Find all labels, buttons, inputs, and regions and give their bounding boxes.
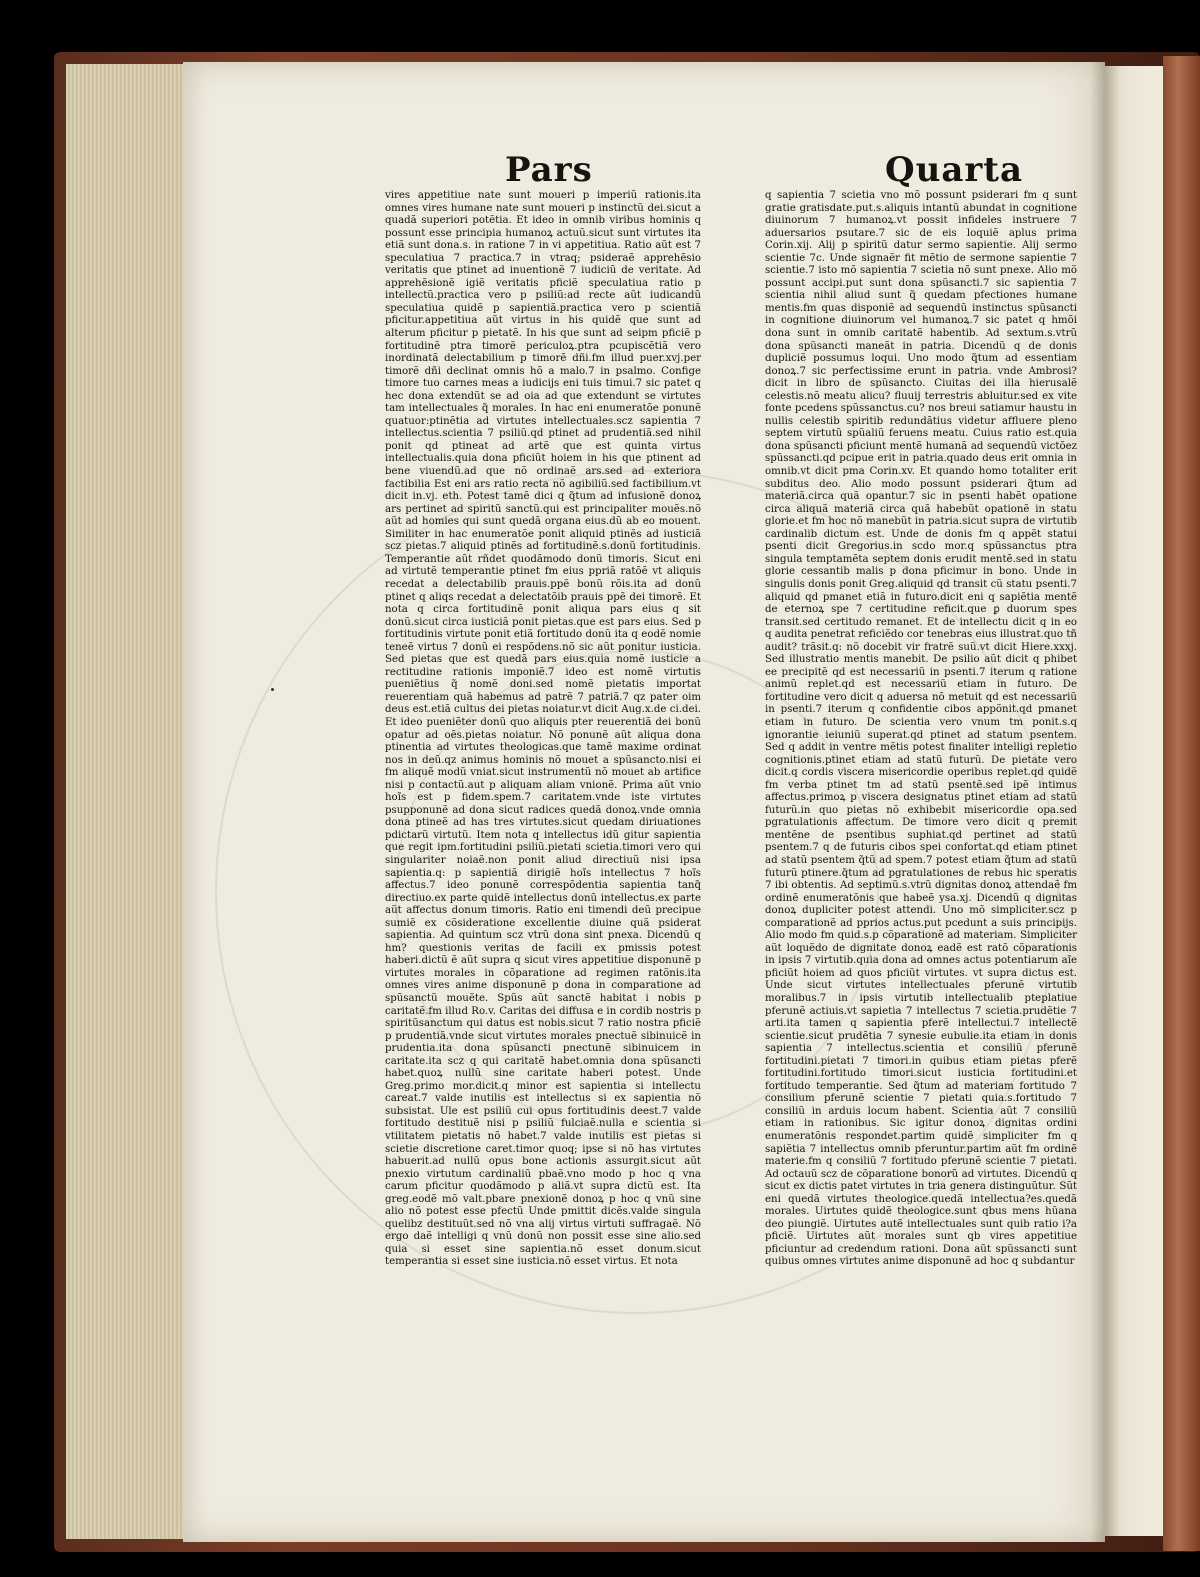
column-left-text: vires appetitiue nate sunt moueri p imperiũ rationis.ita omnes vires humane nate sunt moueri p instinctũ dei.sicut a quadã superiori potẽtia. Et ideo in omnib viribus hominis q possunt esse principia humanoꝝ actuũ.sicut sunt virtutes ita etiã sunt dona.s. in ratione 7 in vi appetitiua. Ratio aũt est 7 speculatiua 7 practica.7 in vtraq; psideraẽ apprehẽsio veritatis que ptinet ad inuentionẽ 7 iudiciũ de veritate. Ad apprehẽsionẽ igiẽ veritatis pficiẽ speculatiua ratio p intellectũ.practica vero p psiliũ:ad recte aũt iudicandũ speculatiua quidẽ p sapientiã.practica vero p scientiã pficitur.appetitiua aũt virtus in his quidẽ que sunt ad alterum pficitur p pietatẽ. In his que sunt ad seipm pficiẽ p fortitudinẽ ptra timorẽ periculoꝝ.ptra pcupiscẽtiã vero inordinatã delectabilium p timorẽ dñi.fm illud puer.xvj.per timorẽ dñi declinat omnis hõ a malo.7 in psalmo. Confige timore tuo carnes meas a iudicijs eni tuis timui.7 sic patet q hec dona extendũt se ad oia ad que extendunt se virtutes tam intellectuales q̃ morales. In hac eni enumeratõe ponunẽ quatuor:ptinẽtia ad virtutes intellectuales.scz sapientia 7 intellectus.scientia 7 psiliũ.qd ptinet ad prudentiã.sed nihil ponit qd ptineat ad artẽ que est quinta virtus intellectualis.quia dona pficiũt hoiem in his que ptinent ad bene viuendũ.ad que nõ ordinaẽ ars.sed ad exteriora factibilia Est eni ars ratio recta nõ agibiliũ.sed factibilium.vt dicit in.vj. eth. Potest tamẽ dici q q̃tum ad infusionẽ donoꝝ ars pertinet ad spiritũ sanctũ.qui est principaliter mouẽs.nõ aũt ad homies qui sunt quedã organa eius.dũ ab eo mouent. Similiter in hac enumeratõe ponit aliquid ptinẽs ad iusticiã scz pietas.7 aliquid ptinẽs ad fortitudinẽ.s.donũ fortitudinis. Temperantie aũt rñdet quodãmodo donũ timoris. Sicut eni ad virtutẽ temperantie ptinet fm eius ppriã ratõẽ vt aliquis recedat a delectabilib prauis.ppẽ bonũ rõis.ita ad donũ ptinet q aliqs recedat a delectatõib prauis ppẽ dei timorẽ. Et nota q circa fortitudinẽ ponit aliqua pars eius q sit donũ.sicut circa iusticiã ponit pietas.que est pars eius. Sed p fortitudinis virtute ponit etiã fortitudo donũ ita q eodẽ nomie teneẽ virtus 7 donũ ei respõdens.nõ sic aũt ponitur iusticia. Sed pietas que est quedã pars eius.quia nomẽ iusticie a rectitudine rationis imponiẽ.7 ideo est nomẽ virtutis pueniẽtius q̃ nomẽ doni.sed nomẽ pietatis importat reuerentiam quã habemus ad patrẽ 7 patriã.7 qz pater oim deus est.etiã cultus dei pietas noiatur.vt dicit Aug.x.de ci.dei. Et ideo pueniẽter donũ quo aliquis pter reuerentiã dei bonũ opatur ad oẽs.pietas noiatur. Nõ ponunẽ aũt aliqua dona ptinentia ad virtutes theologicas.que tamẽ maxime ordinat nos in deũ.qz animus hominis nõ mouet a spũsancto.nisi ei fm aliquẽ modũ vniat.sicut instrumentũ nõ mouet ab artifice nisi p contactũ.aut p aliquam aliam vnionẽ. Prima aũt vnio hoĩs est p fidem.spem.7 caritatem.vnde iste virtutes psupponunẽ ad dona sicut radices quedã donoꝝ.vnde omnia dona ptineẽ ad has tres virtutes.sicut quedam diriuationes pdictarũ virtutũ. Item nota q intellectus idũ gitur sapientia que regit ipm.fortitudini psiliũ.pietati scietia.timori vero qui singulariter noiaẽ.non ponit aliud directiuũ nisi ipsa sapientia.q: p sapientiã dirigiẽ hoĩs intellectus 7 hoĩs affectus.7 ideo ponunẽ correspõdentia sapientia tanq̃ directiuo.ex parte quidẽ intellectus donũ intellectus.ex parte aũt affectus donum timoris. Ratio eni timendi deũ precipue sumiẽ ex cõsideratione excellentie diuine quã psiderat sapientia. Ad quintum scz vtrũ dona sint pnexa. Dicendũ q hm? questionis veritas de facili ex pmissis potest haberi.dictũ ẽ aũt supra q sicut vires appetitiue disponunẽ p virtutes morales in cõparatione ad regimen ratõnis.ita omnes vires anime disponunẽ p dona in comparatione ad spũsanctũ mouẽte. Spũs aũt sanctẽ habitat i nobis p caritatẽ.fm illud Ro.v. Caritas dei diffusa e in cordib nostris p spiritũsanctum qui datus est nobis.sicut 7 ratio nostra pficiẽ p prudentiã.vnde sicut virtutes morales pnectuẽ sibinuicẽ in prudentia.ita dona spũsancti pnectunẽ sibinuicem in caritate.ita scz q qui caritatẽ habet.omnia dona spũsancti habet.quoꝝ nullũ sine caritate haberi potest. Unde Greg.primo mor.dicit.q minor est sapientia si intellectu careat.7 valde inutilis est intellectus si ex sapientia nõ subsistat. Ule est psiliũ cui opus fortitudinis deest.7 valde fortitudo destituẽ nisi p psiliũ fulciaẽ.nulla e scientia si vtilitatem pietatis nõ habet.7 valde inutilis est pietas si scietie discretione caret.timor quoq; ipse si nõ has virtutes habuerit.ad nullũ opus bone actionis assurgit.sicut aũt pnexio virtutum cardinaliũ pbaẽ.vno modo p hoc q vna carum pficitur quodãmodo p aliã.vt supra dictũ est. Ita greg.eodẽ mõ valt.pbare pnexionẽ donoꝝ p hoc q vnũ sine alio nõ potest esse pfectũ Unde pmittit dicẽs.valde singula quelibz destituũt.sed nõ vna alij virtus virtuti suffragaẽ. Nõ ergo daẽ intelligi q vnũ donũ non possit esse sine alio.sed quia si esset sine sapientia.nõ esset donum.sicut temperantia si esset sine iusticia.nõ esset virtus. Et nota xyxy=(385,190,701,1268)
running-head-right: Quarta xyxy=(885,150,1024,190)
running-head-left: Pars xyxy=(505,150,593,190)
page-block-edges xyxy=(66,64,196,1539)
column-right-text: q sapientia 7 scietia vno mõ possunt psiderari fm q sunt gratie gratisdate.put.s.aliquis intantũ abundat in cognitione diuinorum 7 humanoꝝ.vt possit infideles instruere 7 aduersarios psutare.7 sic de eis loquiẽ aplus prima Corin.xij. Alij p spiritũ datur sermo sapientie. Alij sermo scientie 7c. Unde signaẽr fit mẽtio de sermone sapientie 7 scientie.7 isto mõ sapientia 7 scietia nõ sunt pnexe. Alio mõ possunt accipi.put sunt dona spũsancti.7 sic sapientia 7 scientia nihil aliud sunt q̃ quedam pfectiones humane mentis.fm quas disponiẽ ad sequendũ instinctus spũsancti in cognitione diuinorum vel humanoꝝ.7 sic patet q hmõi dona sunt in omnib caritatẽ habentib. Ad sextum.s.vtrũ dona spũsancti maneãt in patria. Dicendũ q de donis dupliciẽ possumus loqui. Uno modo q̃tum ad essentiam donoꝝ.7 sic perfectissime erunt in patria. vnde Ambrosi? dicit in libro de spũsancto. Ciuitas dei illa hierusalẽ celestis.nõ meatu alicu? fluuij terrestris abluitur.sed ex vite fonte pcedens spũssanctus.cu? nos breui satiamur haustu in nullis celestib spiritib redundãtius videtur affluere pleno septem virtutũ spũaliũ feruens meatu. Cuius ratio est.quia dona spũsancti pficiunt mentẽ humanã ad sequendũ victõez spũssancti.qd pcipue erit in patria.quado deus erit omnia in omnib.vt dicit pma Corin.xv. Et quando homo totaliter erit subditus deo. Alio modo possunt psiderari q̃tum ad materiã.circa quã opantur.7 sic in psenti habẽt opatione circa aliquã materiã circa quã habebũt opationẽ in statu glorie.et fm hoc nõ manebũt in patria.sicut supra de virtutib cardinalib dictum est. Unde de donis fm q appẽt statui psenti dicit Gregorius.in scdo mor.q spũssanctus ptra singula temptamẽta septem donis erudit mentẽ.sed in statu glorie cessantib malis p dona pficimur in bono. Unde in singulis donis ponit Greg.aliquid qd transit cũ statu psenti.7 aliquid qd pmanet etiã in futuro.dicit eni q sapiẽtia mentẽ de eternoꝝ spe 7 certitudine reficit.que ꝑ duorum spes transit.sed certitudo remanet. Et de intellectu dicit q in eo q audita penetrat reficiẽdo cor tenebras eius illustrat.quo tñ audit? trãsit.q: nõ docebit vir fratrẽ suũ.vt dicit Hiere.xxxj. Sed illustratio mentis manebit. De psilio aũt dicit q phibet ee precipitẽ qd est necessariũ in psenti.7 iterum q ratione animũ replet.qd est necessariũ etiam in futuro. De fortitudine vero dicit q aduersa nõ metuit qd est necessariũ in psenti.7 iterum q confidentie cibos appõnit.qd pmanet etiam in futuro. De scientia vero vnum tm ponit.s.q ignorantie ieiuniũ superat.qd ptinet ad statum psentem. Sed q addit in ventre mẽtis potest finaliter intelligi repletio cognitionis.ptinet etiam ad statũ futurũ. De pietate vero dicit.q cordis viscera misericordie operibus replet.qd quidẽ fm verba ptinet tm ad statũ psentẽ.sed ipẽ intimus affectus.primoꝝ p viscera designatus ptinet etiam ad statũ futurũ.in quo pietas nõ exhibebit misericordie opa.sed pgratulationis affectum. De timore vero dicit q premit mentẽne de psentibus suphiat.qd pertinet ad statũ psentem.7 q de futuris cibos spei confortat.qd etiam ptinet ad statũ psentem q̃tũ ad spem.7 potest etiam q̃tum ad statũ futurũ ptinere.q̃tum ad pgratulationes de rebus hic speratis 7 ibi obtentis. Ad septimũ.s.vtrũ dignitas donoꝝ attendaẽ fm ordinẽ enumeratõnis que habeẽ ysa.xj. Dicendũ q dignitas donoꝝ dupliciter potest attendi. Uno mõ simpliciter.scz p comparationẽ ad pprios actus.put pcedunt a suis principijs. Alio modo fm quid.s.p cõparationẽ ad materiam. Simpliciter aũt loquẽdo de dignitate donoꝝ eadẽ est ratõ cõparationis in ipsis 7 virtutib.quia dona ad omnes actus potentiarum aĩe pficiũt hoiem ad quos pficiũt virtutes. vt supra dictus est. Unde sicut virtutes intellectuales pferunẽ virtutib moralibus.7 in ipsis virtutib intellectualib pteplatiue pferunẽ actiuis.vt sapietia 7 intellectus 7 scietia.prudẽtie 7 arti.ita tamen q sapientia pferẽ intellectui.7 intellectẽ scientie.sicut prudẽtia 7 synesie eubulie.ita etiam in donis sapientia 7 intellectus.scientia et consiliũ pferunẽ fortitudini.pietati 7 timori.in quibus etiam pietas pferẽ fortitudini.fortitudo timori.sicut iusticia fortitudini.et fortitudo temperantie. Sed q̃tum ad materiam fortitudo 7 consilium pferunẽ scientie 7 pietati quia.s.fortitudo 7 consiliũ in arduis locum habent. Scientia aũt 7 consiliũ etiam in rationibus. Sic igitur donoꝝ dignitas ordini enumeratõnis respondet.partim quidẽ simpliciter fm q sapiẽtia 7 intellectus omnib pferuntur.partim aũt fm ordinẽ materie.fm q consiliũ 7 fortitudo pferunẽ scientie 7 pietati. Ad octauũ scz de cõparatione bonorũ ad virtutes. Dicendũ q sicut ex dictis patet virtutes in tria genera distinguũtur. Sũt eni quedã virtutes theologice.quedã intellectua?es.quedã morales. Uirtutes quidẽ theologice.sunt qbus mens hũana deo piungiẽ. Uirtutes autẽ intellectuales sunt quib ratio i?a pficiẽ. Uirtutes aũt morales sunt qb vires appetitiue pficiuntur ad credendum rationi. Dona aũt spũssancti sunt quibus omnes virtutes anime disponunẽ ad hoc q subdantur xyxy=(765,190,1077,1268)
text-column-right xyxy=(765,190,1077,1285)
gutter-shadow xyxy=(1090,62,1120,1542)
text-column-left xyxy=(385,190,701,1285)
ink-spot xyxy=(271,688,274,691)
binding-edge xyxy=(1163,56,1200,1551)
